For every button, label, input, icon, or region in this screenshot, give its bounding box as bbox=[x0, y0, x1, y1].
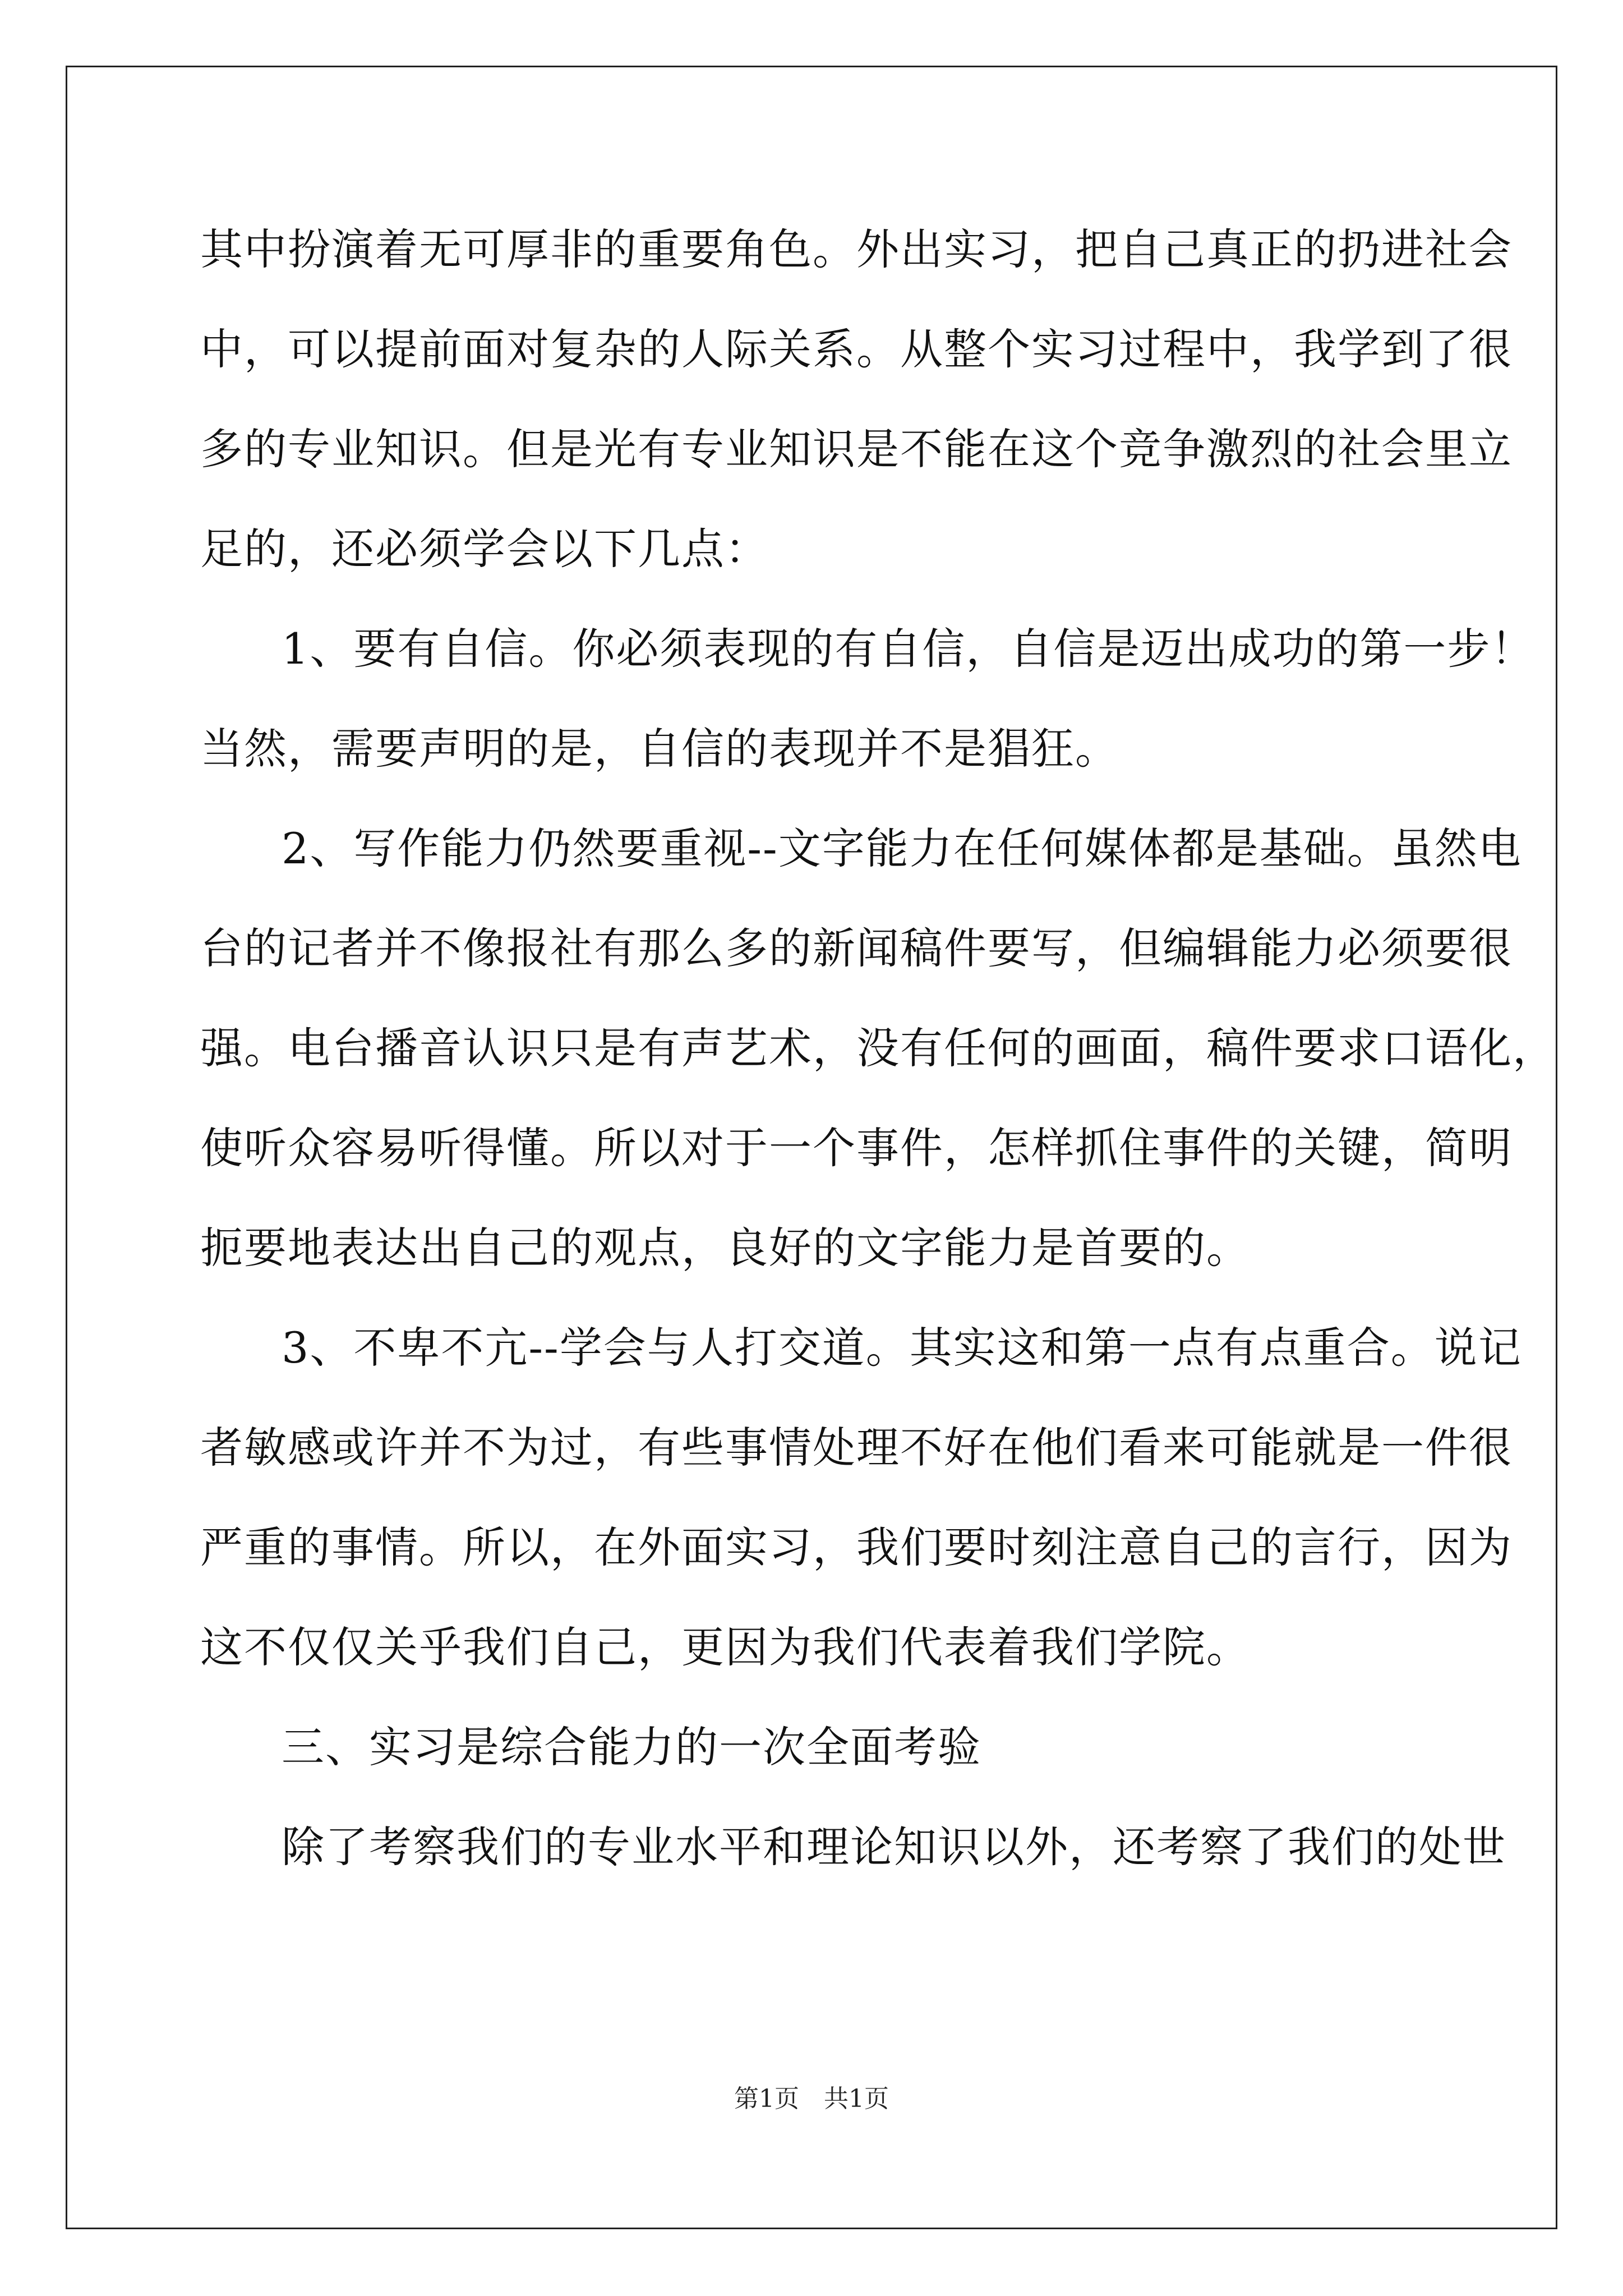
text-line: 台的记者并不像报社有那么多的新闻稿件要写，但编辑能力必须要很 bbox=[200, 923, 1513, 973]
page-footer: 第1页 共1页 bbox=[734, 2085, 889, 2113]
text-line: 多的专业知识。但是光有专业知识是不能在这个竞争激烈的社会里立 bbox=[200, 424, 1513, 474]
text-line: 扼要地表达出自己的观点，良好的文字能力是首要的。 bbox=[200, 1223, 1250, 1273]
text-line: 强。电台播音认识只是有声艺术，没有任何的画面，稿件要求口语化， bbox=[200, 1023, 1556, 1073]
text-line: 2、写作能力仍然要重视--文字能力在任何媒体都是基础。虽然电 bbox=[282, 823, 1522, 873]
text-line: 3、不卑不亢--学会与人打交道。其实这和第一点有点重合。说记 bbox=[282, 1323, 1522, 1373]
text-line: 使听众容易听得懂。所以对于一个事件，怎样抓住事件的关键，简明 bbox=[200, 1123, 1513, 1173]
text-line: 1、要有自信。你必须表现的有自信，自信是迈出成功的第一步！ bbox=[282, 624, 1535, 674]
section-heading: 三、实习是综合能力的一次全面考验 bbox=[282, 1722, 981, 1772]
text-line: 严重的事情。所以，在外面实习，我们要时刻注意自己的言行，因为 bbox=[200, 1522, 1513, 1572]
text-line: 中，可以提前面对复杂的人际关系。从整个实习过程中，我学到了很 bbox=[200, 324, 1513, 374]
text-line: 其中扮演着无可厚非的重要角色。外出实习，把自己真正的扔进社会 bbox=[200, 224, 1513, 274]
text-line: 除了考察我们的专业水平和理论知识以外，还考察了我们的处世 bbox=[282, 1822, 1506, 1872]
text-line: 者敏感或许并不为过，有些事情处理不好在他们看来可能就是一件很 bbox=[200, 1423, 1513, 1473]
text-line: 当然，需要声明的是，自信的表现并不是猖狂。 bbox=[200, 724, 1119, 774]
text-line: 这不仅仅关乎我们自己，更因为我们代表着我们学院。 bbox=[200, 1622, 1250, 1672]
text-line: 足的，还必须学会以下几点： bbox=[200, 524, 769, 574]
